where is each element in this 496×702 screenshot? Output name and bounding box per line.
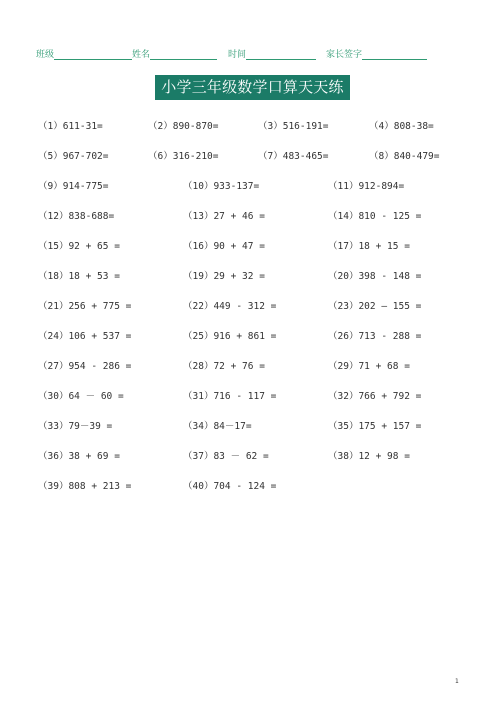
problem-item: （7）483-465= xyxy=(258,151,329,162)
problem-item: （10）933-137= xyxy=(183,181,260,192)
problem-item: （38）12 + 98 = xyxy=(328,451,410,462)
time-label: 时间 xyxy=(228,50,247,60)
problem-item: （36）38 + 69 = xyxy=(38,451,120,462)
problem-row xyxy=(38,148,458,162)
problem-item: （24）106 + 537 = xyxy=(38,331,132,342)
problem-item: （19）29 + 32 = xyxy=(183,271,265,282)
class-blank xyxy=(54,50,132,60)
problem-item: （4）808-38= xyxy=(369,121,434,132)
problem-row xyxy=(38,178,458,192)
problem-item: （17）18 + 15 = xyxy=(328,241,410,252)
problem-row xyxy=(38,208,458,222)
problem-item: （31）716 - 117 = xyxy=(183,391,277,402)
problem-item: （9）914-775= xyxy=(38,181,109,192)
header-fields xyxy=(36,47,446,60)
problem-item: （26）713 - 288 = xyxy=(328,331,422,342)
problem-row xyxy=(38,118,458,132)
problem-row xyxy=(38,358,458,372)
problem-item: （8）840-479= xyxy=(369,151,440,162)
problem-item: （35）175 + 157 = xyxy=(328,421,422,432)
problem-item: （39）808 + 213 = xyxy=(38,481,132,492)
problem-item: （32）766 + 792 = xyxy=(328,391,422,402)
problem-item: （27）954 - 286 = xyxy=(38,361,132,372)
problem-item: （37）83 － 62 = xyxy=(183,451,269,462)
problem-item: （25）916 + 861 = xyxy=(183,331,277,342)
problem-item: （1）611-31= xyxy=(38,121,103,132)
problem-item: （22）449 - 312 = xyxy=(183,301,277,312)
problem-item: （33）79－39 = xyxy=(38,421,113,432)
problem-row xyxy=(38,388,458,402)
problem-item: （15）92 + 65 = xyxy=(38,241,120,252)
problem-item: （16）90 + 47 = xyxy=(183,241,265,252)
parent-sign-blank xyxy=(362,50,427,60)
problem-item: （40）704 - 124 = xyxy=(183,481,277,492)
problem-item: （34）84－17= xyxy=(183,421,252,432)
problem-item: （5）967-702= xyxy=(38,151,109,162)
time-blank xyxy=(246,50,316,60)
problem-item: （21）256 + 775 = xyxy=(38,301,132,312)
name-blank xyxy=(150,50,217,60)
parent-sign-label: 家长签字 xyxy=(326,50,363,60)
problem-item: （20）398 - 148 = xyxy=(328,271,422,282)
problem-item: （6）316-210= xyxy=(148,151,219,162)
problem-item: （30）64 － 60 = xyxy=(38,391,124,402)
class-label: 班级 xyxy=(36,50,55,60)
problem-item: （11）912-894= xyxy=(328,181,405,192)
problem-row xyxy=(38,418,458,432)
problem-row xyxy=(38,328,458,342)
problem-row xyxy=(38,268,458,282)
problem-item: （2）890-870= xyxy=(148,121,219,132)
problem-item: （3）516-191= xyxy=(258,121,329,132)
problem-item: （12）838-688= xyxy=(38,211,115,222)
problem-row xyxy=(38,238,458,252)
name-label: 姓名 xyxy=(132,50,151,60)
problem-item: （28）72 + 76 = xyxy=(183,361,265,372)
problem-item: （18）18 + 53 = xyxy=(38,271,120,282)
problem-item: （13）27 + 46 = xyxy=(183,211,265,222)
problem-item: （14）810 - 125 = xyxy=(328,211,422,222)
page-title: 小学三年级数学口算天天练 xyxy=(155,75,350,100)
problem-row xyxy=(38,448,458,462)
problem-item: （29）71 + 68 = xyxy=(328,361,410,372)
page-number: 1 xyxy=(455,678,459,685)
problem-row xyxy=(38,478,458,492)
problem-item: （23）202 – 155 = xyxy=(328,301,422,312)
problem-row xyxy=(38,298,458,312)
